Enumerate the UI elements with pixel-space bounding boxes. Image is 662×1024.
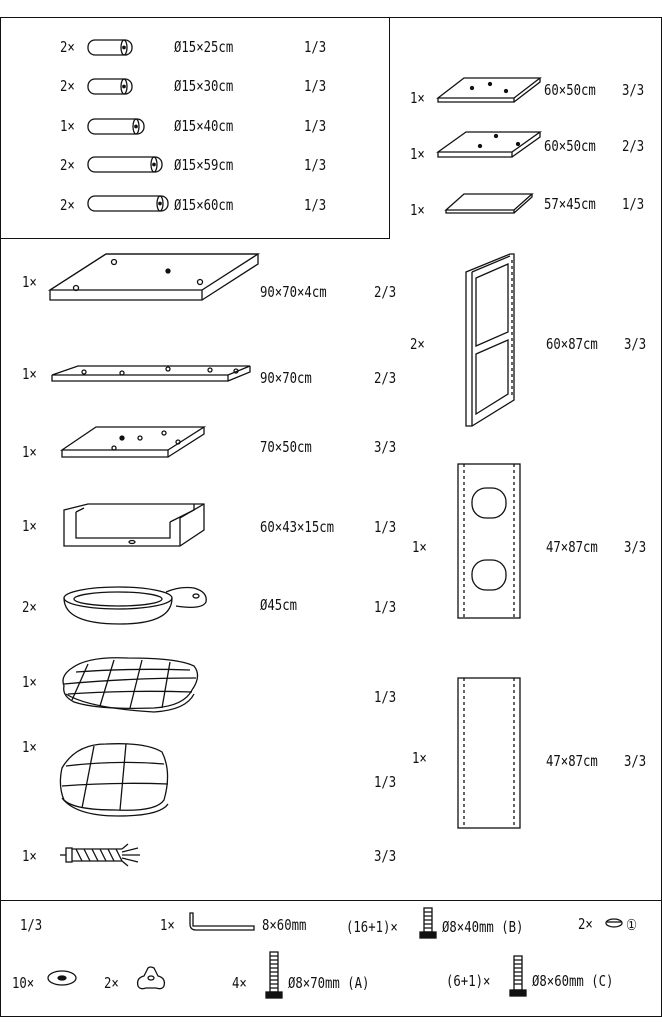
part-qty: 1× [22, 443, 37, 461]
post-qty: 2× [60, 196, 75, 214]
bracket-qty: 2× [104, 974, 119, 992]
bolt-b-size: Ø8×40mm (B) [442, 918, 524, 936]
part-size: 60×43×15cm [260, 518, 335, 536]
plain-panel-icon [454, 674, 524, 832]
post-page: 1/3 [304, 38, 327, 56]
part-qty: 1× [22, 517, 37, 535]
part-page: 1/3 [374, 688, 397, 706]
board-60x50-b-icon [436, 130, 544, 162]
board-size: 60×50cm [544, 137, 596, 155]
mid-board-icon [60, 424, 208, 464]
part-page: 3/3 [374, 847, 397, 865]
side-panel-icon [462, 250, 518, 432]
base-board-icon [48, 250, 262, 334]
part-qty: 2× [22, 598, 37, 616]
bracket-icon [134, 964, 168, 992]
hardware-page: 1/3 [20, 916, 43, 934]
washer-icon [46, 968, 80, 988]
post-size: Ø15×59cm [174, 156, 234, 174]
rope-toy-icon [58, 842, 144, 868]
allen-key-size: 8×60mm [262, 916, 307, 934]
cap-qty: 2× [578, 915, 593, 933]
board-qty: 1× [410, 145, 425, 163]
frame-bottom [0, 1016, 662, 1017]
post-59cm-icon [86, 155, 166, 175]
board-60x50-icon [436, 76, 544, 106]
cushion-square-icon [56, 738, 176, 818]
bolt-c-qty: (6+1)× [446, 972, 491, 990]
panel-size: 60×87cm [546, 335, 598, 353]
long-board-icon [50, 363, 256, 385]
board-page: 3/3 [622, 81, 645, 99]
post-25cm-icon [86, 38, 136, 58]
part-page: 1/3 [374, 518, 397, 536]
post-40cm-icon [86, 117, 148, 137]
post-size: Ø15×60cm [174, 196, 234, 214]
board-page: 2/3 [622, 137, 645, 155]
allen-key-qty: 1× [160, 916, 175, 934]
part-page: 2/3 [374, 283, 397, 301]
panel-size: 47×87cm [546, 538, 598, 556]
part-size: Ø45cm [260, 596, 298, 614]
cap-icon [604, 916, 626, 930]
part-page: 3/3 [374, 438, 397, 456]
panel-page: 3/3 [624, 335, 647, 353]
board-qty: 1× [410, 201, 425, 219]
bolt-c-size: Ø8×60mm (C) [532, 972, 614, 990]
bolt-a-qty: 4× [232, 974, 247, 992]
basket-box-icon [62, 500, 208, 554]
panel-qty: 2× [410, 335, 425, 353]
board-57x45-icon [444, 190, 536, 216]
post-size: Ø15×30cm [174, 77, 234, 95]
part-qty: 1× [22, 738, 37, 756]
posts-box-right [389, 17, 390, 239]
part-page: 1/3 [374, 773, 397, 791]
board-page: 1/3 [622, 195, 645, 213]
post-size: Ø15×40cm [174, 117, 234, 135]
bolt-b-icon [418, 906, 438, 942]
posts-box-bottom [0, 238, 390, 239]
post-page: 1/3 [304, 196, 327, 214]
post-page: 1/3 [304, 117, 327, 135]
bolt-b-qty: (16+1)× [346, 918, 398, 936]
post-page: 1/3 [304, 156, 327, 174]
post-qty: 1× [60, 117, 75, 135]
frame-top [0, 17, 662, 18]
panel-page: 3/3 [624, 752, 647, 770]
bolt-a-size: Ø8×70mm (A) [288, 974, 370, 992]
board-qty: 1× [410, 89, 425, 107]
panel-qty: 1× [412, 749, 427, 767]
part-qty: 1× [22, 365, 37, 383]
board-size: 57×45cm [544, 195, 596, 213]
panel-size: 47×87cm [546, 752, 598, 770]
board-size: 60×50cm [544, 81, 596, 99]
part-size: 70×50cm [260, 438, 312, 456]
allen-key-icon [190, 910, 260, 932]
cap-label: ① [626, 916, 638, 934]
part-size: 90×70cm [260, 369, 312, 387]
panel-page: 3/3 [624, 538, 647, 556]
post-60cm-icon [86, 194, 172, 214]
washer-qty: 10× [12, 974, 35, 992]
post-qty: 2× [60, 77, 75, 95]
part-page: 2/3 [374, 369, 397, 387]
part-size: 90×70×4cm [260, 283, 327, 301]
bolt-c-icon [508, 954, 528, 1000]
hole-panel-icon [454, 460, 524, 622]
post-30cm-icon [86, 77, 136, 97]
part-qty: 1× [22, 673, 37, 691]
post-qty: 2× [60, 156, 75, 174]
cushion-large-icon [58, 654, 202, 714]
frame-left [0, 17, 1, 1017]
part-page: 1/3 [374, 598, 397, 616]
panel-qty: 1× [412, 538, 427, 556]
part-qty: 1× [22, 847, 37, 865]
post-page: 1/3 [304, 77, 327, 95]
part-qty: 1× [22, 273, 37, 291]
bowl-icon [60, 584, 210, 630]
hardware-divider [0, 900, 662, 901]
post-size: Ø15×25cm [174, 38, 234, 56]
post-qty: 2× [60, 38, 75, 56]
bolt-a-icon [264, 950, 284, 1002]
